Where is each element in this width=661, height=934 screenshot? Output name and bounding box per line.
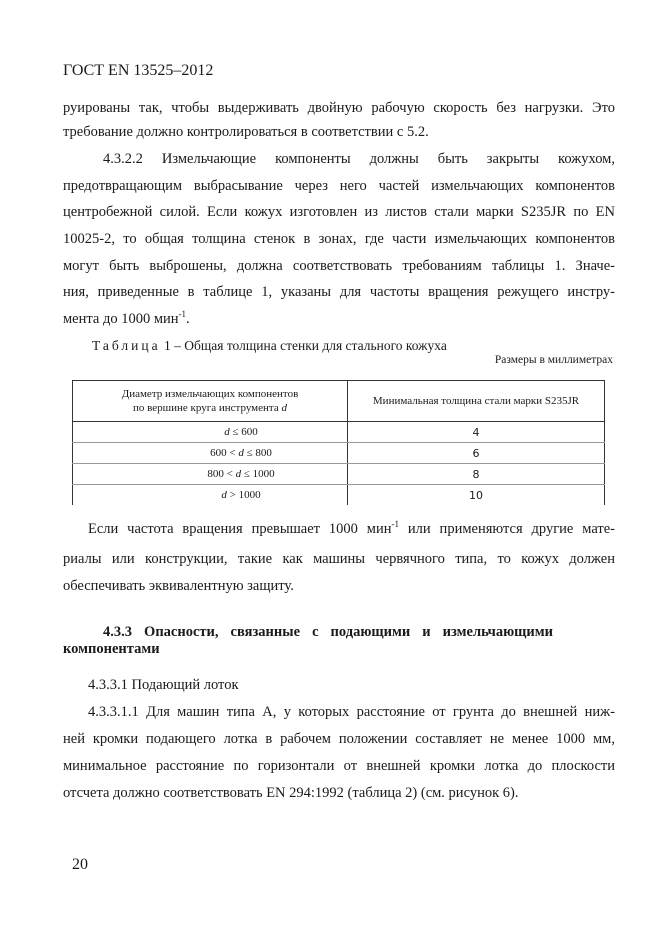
paragraph-line: 4.3.3.1.1 Для машин типа A, у которых расстояние от грунта до внешней ниж- xyxy=(88,704,615,720)
table-caption-text: 1 – Общая толщина стенки для стального кожуха xyxy=(164,338,447,353)
table-row xyxy=(73,464,605,485)
table-cell-thickness: 4 xyxy=(348,422,605,443)
paragraph-line: требование должно контролироваться в соответствии с 5.2. xyxy=(63,124,429,140)
paragraph-line: отсчета должно соответствовать EN 294:1992 (таблица 2) (см. рисунок 6). xyxy=(63,785,519,801)
table-cell-thickness: 6 xyxy=(348,443,605,464)
paragraph-line: руированы так, чтобы выдерживать двойную рабочую скорость без нагрузки. Это xyxy=(63,100,615,116)
subsection-title: 4.3.3.1 Подающий лоток xyxy=(88,677,239,693)
table-row xyxy=(73,443,605,464)
paragraph-line: ния, приведенные в таблице 1, указаны для частоты вращения режущего инстру- xyxy=(63,284,615,300)
paragraph-line: мента до 1000 мин$^{-1}$. xyxy=(63,309,190,327)
table-header-diameter: Диаметр измельчающих компонентов по вершине круга инструмента d xyxy=(73,381,348,422)
table-row xyxy=(73,485,605,506)
table-cell-diameter: 800 < d ≤ 1000 xyxy=(73,464,348,485)
paragraph-line: 10025-2, то общая толщина стенок в зонах, где части измельчающих компонентов xyxy=(63,231,615,247)
table-cell-diameter: d > 1000 xyxy=(73,485,348,506)
table-dimensions-note: Размеры в миллиметрах xyxy=(494,354,613,366)
paragraph-line: минимальное расстояние по горизонтали от внешней кромки лотка до плоскости xyxy=(63,758,615,774)
paragraph-line: Если частота вращения превышает 1000 мин$^{-1}$ или применяются другие мате- xyxy=(88,519,615,537)
paragraph-line: 4.3.2.2 Измельчающие компоненты должны быть закрыты кожухом, xyxy=(103,151,615,167)
table-cell-thickness: 10 xyxy=(348,485,605,506)
table-caption xyxy=(92,338,447,354)
table-header-thickness: Минимальная толщина стали марки S235JR xyxy=(348,381,605,422)
table-cell-diameter: d ≤ 600 xyxy=(73,422,348,443)
page-number: 20 xyxy=(72,856,88,873)
paragraph-line: обеспечивать эквивалентную защиту. xyxy=(63,578,294,594)
table-cell-thickness: 8 xyxy=(348,464,605,485)
table-row xyxy=(73,422,605,443)
paragraph-line: риалы или конструкции, такие как машины червячного типа, то кожух должен xyxy=(63,551,615,567)
section-heading-continued: компонентами xyxy=(63,641,160,657)
table-caption-label: Таблица xyxy=(92,338,161,353)
page-header-title: ГОСТ EN 13525–2012 xyxy=(63,62,214,79)
paragraph-line: предотвращающим выбрасывание через него частей измельчающих компонентов xyxy=(63,178,615,194)
paragraph-line: ней кромки подающего лотка в рабочем положении составляет не менее 1000 мм, xyxy=(63,731,615,747)
table-cell-diameter: 600 < d ≤ 800 xyxy=(73,443,348,464)
table-header-row xyxy=(73,381,605,422)
data-table xyxy=(72,380,605,505)
paragraph-line: могут быть выброшены, должна соответствовать требованиям таблицы 1. Значе- xyxy=(63,258,615,274)
section-heading: 4.3.3 Опасности, связанные с подающими и измельчающими xyxy=(103,624,553,640)
paragraph-line: центробежной силой. Если кожух изготовлен из листов стали марки S235JR по EN xyxy=(63,204,615,220)
